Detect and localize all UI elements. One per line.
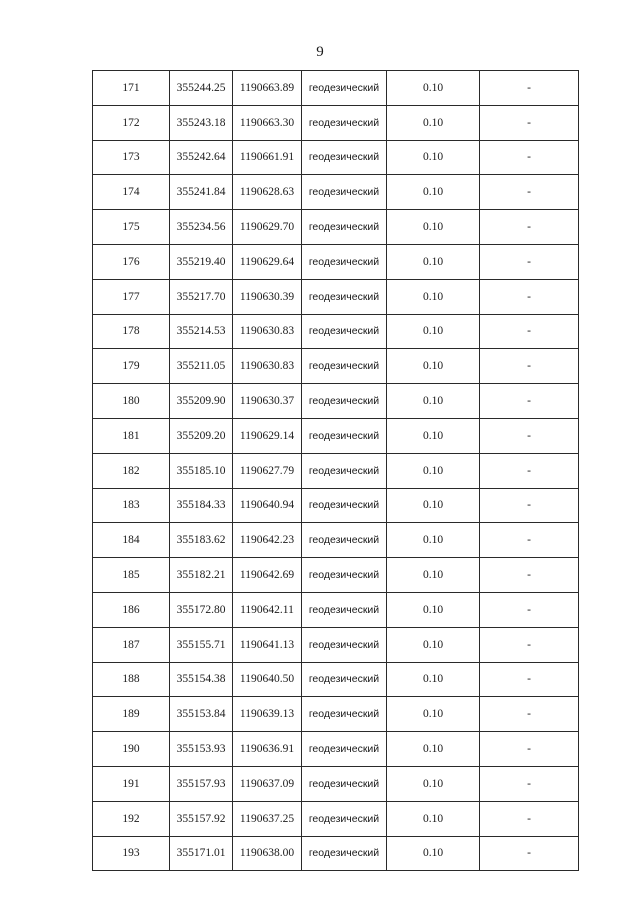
point-number-cell: 173 <box>93 140 170 175</box>
accuracy-cell: 0.10 <box>387 592 480 627</box>
note-cell: - <box>480 314 579 349</box>
method-cell: геодезический <box>302 105 387 140</box>
coordinate-x-cell: 355184.33 <box>170 488 233 523</box>
accuracy-cell: 0.10 <box>387 627 480 662</box>
note-cell: - <box>480 836 579 871</box>
accuracy-cell: 0.10 <box>387 279 480 314</box>
accuracy-cell: 0.10 <box>387 314 480 349</box>
note-cell: - <box>480 766 579 801</box>
note-cell: - <box>480 801 579 836</box>
coordinate-y-cell: 1190629.70 <box>233 210 302 245</box>
coordinate-x-cell: 355157.92 <box>170 801 233 836</box>
point-number-cell: 174 <box>93 175 170 210</box>
method-cell: геодезический <box>302 592 387 627</box>
method-cell: геодезический <box>302 662 387 697</box>
coordinate-x-cell: 355157.93 <box>170 766 233 801</box>
method-cell: геодезический <box>302 453 387 488</box>
coordinate-y-cell: 1190641.13 <box>233 627 302 662</box>
table-row <box>93 140 579 175</box>
coordinate-y-cell: 1190636.91 <box>233 732 302 767</box>
table-row <box>93 453 579 488</box>
coordinate-x-cell: 355185.10 <box>170 453 233 488</box>
point-number-cell: 183 <box>93 488 170 523</box>
table-row <box>93 592 579 627</box>
coordinate-x-cell: 355234.56 <box>170 210 233 245</box>
point-number-cell: 186 <box>93 592 170 627</box>
table-row <box>93 801 579 836</box>
table-row <box>93 697 579 732</box>
method-cell: геодезический <box>302 732 387 767</box>
note-cell: - <box>480 592 579 627</box>
accuracy-cell: 0.10 <box>387 732 480 767</box>
note-cell: - <box>480 453 579 488</box>
coordinate-x-cell: 355182.21 <box>170 558 233 593</box>
note-cell: - <box>480 627 579 662</box>
table-row <box>93 732 579 767</box>
table-row <box>93 105 579 140</box>
accuracy-cell: 0.10 <box>387 697 480 732</box>
coordinate-x-cell: 355211.05 <box>170 349 233 384</box>
point-number-cell: 192 <box>93 801 170 836</box>
coordinate-y-cell: 1190628.63 <box>233 175 302 210</box>
note-cell: - <box>480 175 579 210</box>
coordinate-y-cell: 1190642.23 <box>233 523 302 558</box>
coordinate-x-cell: 355243.18 <box>170 105 233 140</box>
note-cell: - <box>480 210 579 245</box>
coordinate-x-cell: 355219.40 <box>170 244 233 279</box>
coordinates-table-body <box>93 71 579 871</box>
method-cell: геодезический <box>302 627 387 662</box>
note-cell: - <box>480 523 579 558</box>
coordinate-y-cell: 1190637.09 <box>233 766 302 801</box>
accuracy-cell: 0.10 <box>387 244 480 279</box>
coordinate-x-cell: 355214.53 <box>170 314 233 349</box>
method-cell: геодезический <box>302 140 387 175</box>
method-cell: геодезический <box>302 384 387 419</box>
accuracy-cell: 0.10 <box>387 453 480 488</box>
table-row <box>93 523 579 558</box>
coordinate-x-cell: 355171.01 <box>170 836 233 871</box>
accuracy-cell: 0.10 <box>387 558 480 593</box>
method-cell: геодезический <box>302 71 387 106</box>
accuracy-cell: 0.10 <box>387 349 480 384</box>
method-cell: геодезический <box>302 210 387 245</box>
point-number-cell: 184 <box>93 523 170 558</box>
note-cell: - <box>480 418 579 453</box>
coordinates-table <box>92 70 579 871</box>
point-number-cell: 172 <box>93 105 170 140</box>
point-number-cell: 181 <box>93 418 170 453</box>
accuracy-cell: 0.10 <box>387 836 480 871</box>
coordinate-y-cell: 1190642.69 <box>233 558 302 593</box>
note-cell: - <box>480 558 579 593</box>
coordinate-y-cell: 1190630.39 <box>233 279 302 314</box>
coordinate-y-cell: 1190640.94 <box>233 488 302 523</box>
coordinate-x-cell: 355241.84 <box>170 175 233 210</box>
table-row <box>93 349 579 384</box>
coordinate-y-cell: 1190642.11 <box>233 592 302 627</box>
note-cell: - <box>480 279 579 314</box>
accuracy-cell: 0.10 <box>387 384 480 419</box>
coordinate-x-cell: 355244.25 <box>170 71 233 106</box>
coordinate-y-cell: 1190640.50 <box>233 662 302 697</box>
point-number-cell: 187 <box>93 627 170 662</box>
accuracy-cell: 0.10 <box>387 210 480 245</box>
coordinate-y-cell: 1190629.14 <box>233 418 302 453</box>
coordinate-y-cell: 1190629.64 <box>233 244 302 279</box>
table-row <box>93 384 579 419</box>
table-row <box>93 836 579 871</box>
note-cell: - <box>480 349 579 384</box>
method-cell: геодезический <box>302 314 387 349</box>
coordinate-y-cell: 1190663.89 <box>233 71 302 106</box>
point-number-cell: 176 <box>93 244 170 279</box>
coordinate-y-cell: 1190637.25 <box>233 801 302 836</box>
note-cell: - <box>480 105 579 140</box>
table-row <box>93 314 579 349</box>
method-cell: геодезический <box>302 418 387 453</box>
table-row <box>93 488 579 523</box>
point-number-cell: 188 <box>93 662 170 697</box>
accuracy-cell: 0.10 <box>387 523 480 558</box>
point-number-cell: 175 <box>93 210 170 245</box>
accuracy-cell: 0.10 <box>387 105 480 140</box>
coordinate-y-cell: 1190630.37 <box>233 384 302 419</box>
method-cell: геодезический <box>302 766 387 801</box>
point-number-cell: 177 <box>93 279 170 314</box>
coordinate-y-cell: 1190627.79 <box>233 453 302 488</box>
coordinate-y-cell: 1190663.30 <box>233 105 302 140</box>
note-cell: - <box>480 140 579 175</box>
coordinate-x-cell: 355183.62 <box>170 523 233 558</box>
point-number-cell: 171 <box>93 71 170 106</box>
coordinate-x-cell: 355217.70 <box>170 279 233 314</box>
accuracy-cell: 0.10 <box>387 418 480 453</box>
coordinate-y-cell: 1190630.83 <box>233 314 302 349</box>
coordinate-x-cell: 355209.20 <box>170 418 233 453</box>
accuracy-cell: 0.10 <box>387 175 480 210</box>
table-row <box>93 558 579 593</box>
method-cell: геодезический <box>302 836 387 871</box>
note-cell: - <box>480 662 579 697</box>
coordinate-y-cell: 1190661.91 <box>233 140 302 175</box>
table-row <box>93 210 579 245</box>
method-cell: геодезический <box>302 175 387 210</box>
method-cell: геодезический <box>302 558 387 593</box>
point-number-cell: 185 <box>93 558 170 593</box>
table-row <box>93 244 579 279</box>
coordinate-x-cell: 355242.64 <box>170 140 233 175</box>
method-cell: геодезический <box>302 488 387 523</box>
point-number-cell: 179 <box>93 349 170 384</box>
point-number-cell: 178 <box>93 314 170 349</box>
table-row <box>93 662 579 697</box>
table-row <box>93 418 579 453</box>
accuracy-cell: 0.10 <box>387 488 480 523</box>
method-cell: геодезический <box>302 523 387 558</box>
coordinate-x-cell: 355154.38 <box>170 662 233 697</box>
coordinate-x-cell: 355155.71 <box>170 627 233 662</box>
accuracy-cell: 0.10 <box>387 766 480 801</box>
method-cell: геодезический <box>302 244 387 279</box>
coordinate-x-cell: 355209.90 <box>170 384 233 419</box>
point-number-cell: 180 <box>93 384 170 419</box>
note-cell: - <box>480 384 579 419</box>
method-cell: геодезический <box>302 801 387 836</box>
accuracy-cell: 0.10 <box>387 140 480 175</box>
point-number-cell: 182 <box>93 453 170 488</box>
coordinate-y-cell: 1190638.00 <box>233 836 302 871</box>
table-row <box>93 627 579 662</box>
page-number: 9 <box>316 44 324 60</box>
note-cell: - <box>480 244 579 279</box>
note-cell: - <box>480 71 579 106</box>
point-number-cell: 190 <box>93 732 170 767</box>
table-row <box>93 71 579 106</box>
table-row <box>93 766 579 801</box>
method-cell: геодезический <box>302 279 387 314</box>
coordinate-x-cell: 355153.84 <box>170 697 233 732</box>
point-number-cell: 193 <box>93 836 170 871</box>
accuracy-cell: 0.10 <box>387 801 480 836</box>
method-cell: геодезический <box>302 349 387 384</box>
note-cell: - <box>480 488 579 523</box>
note-cell: - <box>480 697 579 732</box>
coordinate-x-cell: 355153.93 <box>170 732 233 767</box>
coordinate-y-cell: 1190630.83 <box>233 349 302 384</box>
method-cell: геодезический <box>302 697 387 732</box>
accuracy-cell: 0.10 <box>387 662 480 697</box>
accuracy-cell: 0.10 <box>387 71 480 106</box>
table-row <box>93 279 579 314</box>
table-row <box>93 175 579 210</box>
coordinate-y-cell: 1190639.13 <box>233 697 302 732</box>
point-number-cell: 189 <box>93 697 170 732</box>
coordinate-x-cell: 355172.80 <box>170 592 233 627</box>
point-number-cell: 191 <box>93 766 170 801</box>
note-cell: - <box>480 732 579 767</box>
